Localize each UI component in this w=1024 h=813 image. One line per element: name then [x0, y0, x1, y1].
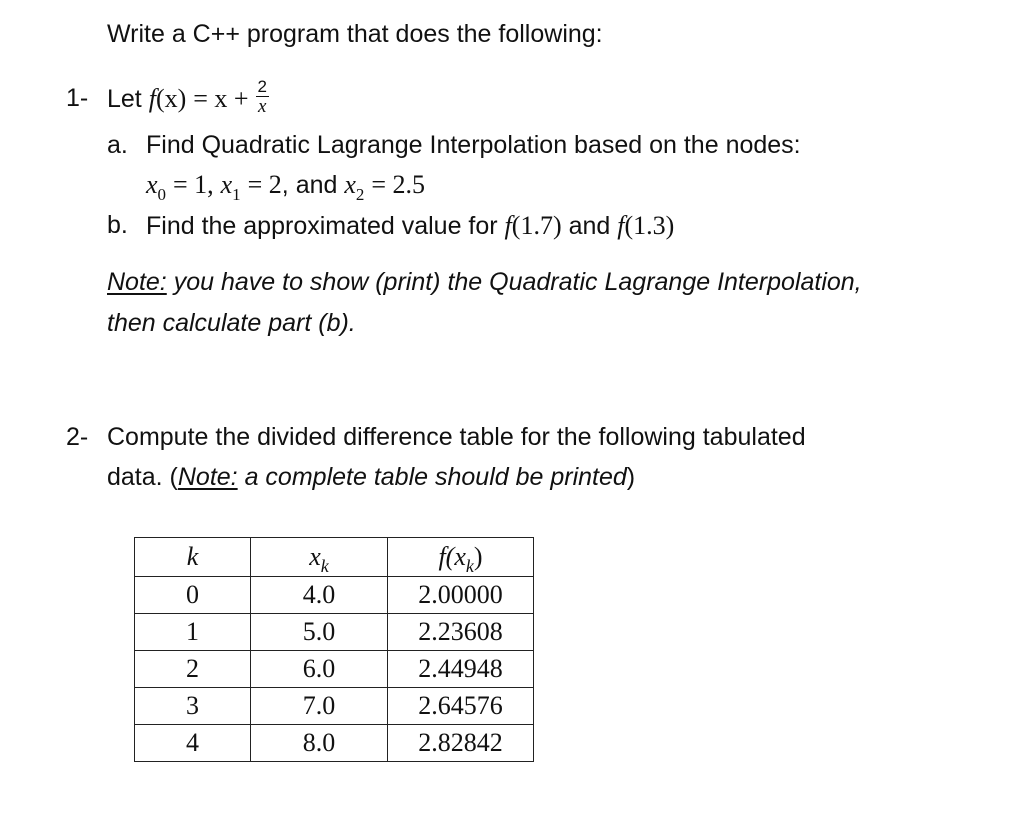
cell-k: 2 — [135, 651, 251, 688]
table-header-row — [135, 538, 534, 577]
intro-text: Write a C++ program that does the following: — [107, 20, 603, 48]
cell-f: 2.82842 — [388, 725, 534, 762]
q2-number: 2- — [66, 423, 89, 451]
q1b-arg1: (1.7) — [511, 211, 562, 240]
q1a-marker: a. — [107, 131, 128, 159]
table-row — [135, 651, 534, 688]
q1b-and: and — [568, 212, 611, 240]
cell-x: 5.0 — [251, 614, 388, 651]
cell-f: 2.64576 — [388, 688, 534, 725]
node-x2-val: = 2.5 — [371, 170, 426, 199]
q1-let-text: Let — [107, 84, 142, 113]
cell-x: 7.0 — [251, 688, 388, 725]
q1-func-arg: (x) — [155, 84, 187, 113]
cell-f: 2.00000 — [388, 577, 534, 614]
q2-note-text: a complete table should be printed — [237, 463, 627, 491]
q1-function-definition — [107, 74, 269, 124]
cell-k: 4 — [135, 725, 251, 762]
q1-note-line1 — [107, 270, 862, 295]
header-f-sub: k — [465, 556, 474, 576]
q1-func-name: f — [148, 84, 156, 113]
cell-x: 4.0 — [251, 577, 388, 614]
node-and-text: , and — [281, 171, 338, 199]
header-f-post: ) — [473, 542, 483, 571]
q1-note-text1: you have to show (print) the Quadratic Lagrange Interpolation, — [166, 268, 862, 296]
node-x2-sub: 2 — [355, 185, 365, 204]
tabulated-data-table — [134, 537, 534, 762]
cell-x: 8.0 — [251, 725, 388, 762]
node-x2-var: x — [344, 170, 356, 199]
node-x0-var: x — [146, 170, 158, 199]
q1b-marker: b. — [107, 211, 128, 239]
q1-note-label: Note: — [107, 268, 167, 296]
header-xk — [251, 538, 388, 577]
q1b-line — [146, 213, 674, 239]
node-x1-sub: 1 — [232, 185, 241, 204]
q1-note-line2: then calculate part (b). — [107, 309, 356, 337]
cell-f: 2.23608 — [388, 614, 534, 651]
q2-note-label: Note: — [177, 463, 238, 491]
node-x0-sub: 0 — [157, 185, 167, 204]
table-row — [135, 725, 534, 762]
q1a-text: Find Quadratic Lagrange Interpolation based on the nodes: — [146, 131, 801, 159]
node-x1-var: x — [220, 170, 233, 199]
q1-fraction — [256, 78, 269, 116]
q1-func-rhs: = x + — [193, 84, 249, 113]
q1b-f1: f — [504, 211, 512, 240]
q1b-arg2: (1.3) — [624, 211, 675, 240]
cell-f: 2.44948 — [388, 651, 534, 688]
q2-line1: Compute the divided difference table for the following tabulated — [107, 423, 806, 451]
header-f-pre: f(x — [438, 542, 466, 571]
table-row — [135, 614, 534, 651]
table-row — [135, 577, 534, 614]
header-xk-var: x — [309, 542, 321, 571]
q1-fraction-numerator: 2 — [257, 77, 267, 96]
q1b-f2: f — [617, 211, 625, 240]
q2-line2 — [107, 465, 635, 490]
node-x1-val: = 2 — [247, 170, 282, 199]
table-row — [135, 688, 534, 725]
q1a-nodes — [146, 170, 426, 204]
cell-x: 6.0 — [251, 651, 388, 688]
q2-line2-end: ) — [626, 463, 636, 491]
q2-line2-start: data. ( — [107, 463, 178, 491]
cell-k: 1 — [135, 614, 251, 651]
cell-k: 3 — [135, 688, 251, 725]
q1b-text: Find the approximated value for — [146, 212, 498, 240]
cell-k: 0 — [135, 577, 251, 614]
q1-number: 1- — [66, 84, 89, 112]
header-k: k — [135, 538, 251, 577]
q1-fraction-denominator: x — [258, 96, 267, 117]
header-fxk — [388, 538, 534, 577]
header-xk-sub: k — [320, 556, 329, 576]
node-x0-val: = 1, — [173, 170, 214, 199]
